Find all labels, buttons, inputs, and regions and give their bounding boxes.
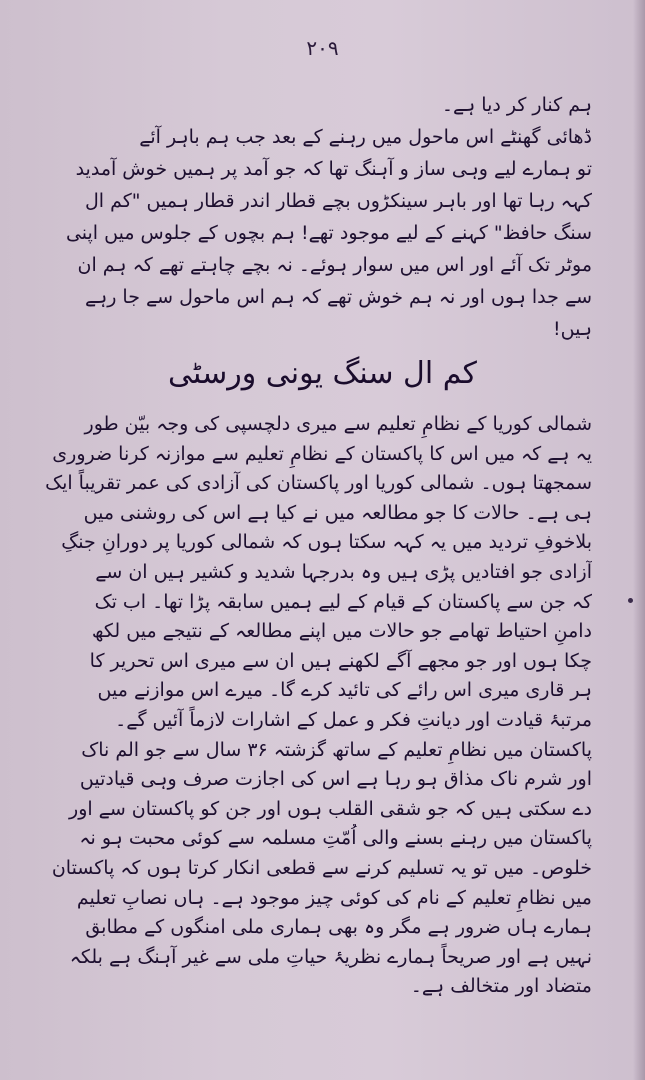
- text-line: ہیں!: [553, 318, 592, 340]
- section-heading: کم ال سنگ یونی ورسٹی: [168, 356, 477, 391]
- text-line: کہ جن سے پاکستان کے قیام کے لیے ہمیں سابقہ پڑا تھا۔ اب تک: [94, 590, 592, 613]
- text-line: دے سکتی ہیں کہ جو شقی القلب ہوں اور جن کو پاکستان سے اور: [69, 797, 592, 820]
- margin-mark: [628, 598, 633, 603]
- text-line: ہر قاری میری اس رائے کی تائید کرے گا۔ میرے اس موازنے میں: [97, 679, 592, 702]
- text-line: سنگ حافظ" کہنے کے لیے موجود تھے! ہم بچوں کے جلوس میں اپنی: [65, 222, 592, 244]
- text-line: پاکستان میں رہنے بسنے والی اُمّتِ مسلمہ سے کوئی محبت ہو نہ: [79, 827, 592, 850]
- text-line: آزادی جو افتادیں پڑی ہیں وہ بدرجہا شدید و کشیر ہیں ان سے: [95, 560, 592, 583]
- text-line: میں نظامِ تعلیم کے نام کی کوئی چیز موجود ہے۔ ہاں نصابِ تعلیم: [76, 886, 592, 909]
- text-line: خلوص۔ میں تو یہ تسلیم کرنے سے قطعی انکار کرتا ہوں کہ پاکستان: [51, 856, 592, 879]
- text-line: اور شرم ناک مذاق ہو رہا ہے اس کی اجازت صرف وہی قیادتیں: [79, 768, 592, 791]
- text-line: دامنِ احتیاط تھامے جو حالات میں اپنے مطالعہ کے نتیجے میں لکھ: [91, 620, 592, 643]
- text-line: ہمارے ہاں ضرور ہے مگر وہ بھی ہماری ملی امنگوں کے مطابق: [85, 916, 592, 939]
- text-line: پاکستان میں نظامِ تعلیم کے ساتھ گزشتہ ۳۶ سال سے جو الم ناک: [81, 738, 592, 761]
- text-line: ہی ہے۔ حالات کا جو مطالعہ میں نے کیا ہے اس کی روشنی میں: [83, 501, 592, 524]
- text-line: موٹر تک آئے اور اس میں سوار ہوئے۔ نہ بچے چاہتے تھے کہ ہم ان: [77, 254, 592, 276]
- page-number: ۲۰۹: [306, 36, 339, 60]
- text-line: ڈھائی گھنٹے اس ماحول میں رہنے کے بعد جب ہم باہر آئے: [139, 126, 592, 148]
- text-line: ہم کنار کر دیا ہے۔: [441, 94, 592, 116]
- top-paragraph: [44, 90, 592, 346]
- text-line: شمالی کوریا کے نظامِ تعلیم سے میری دلچسپی کی وجہ بیّن طور: [84, 413, 592, 435]
- text-line: بلاخوفِ تردید میں یہ کہہ سکتا ہوں کہ شمالی کوریا پر دورانِ جنگِ: [61, 531, 592, 554]
- text-line: یہ ہے کہ میں اس کا پاکستان کے نظامِ تعلیم سے موازنہ کرنا ضروری: [52, 442, 592, 465]
- text-line: سمجھتا ہوں۔ شمالی کوریا اور پاکستان کی آزادی کی عمر تقریباً ایک: [45, 472, 592, 495]
- page-edge-shadow: [633, 0, 645, 1080]
- text-line: چکا ہوں اور جو مجھے آگے لکھنے ہیں ان سے میری اس تحریر کا: [89, 649, 592, 672]
- text-line: سے جدا ہوں اور نہ ہم خوش تھے کہ ہم اس ماحول سے جا رہے: [84, 286, 592, 308]
- text-line: نہیں ہے اور صریحاً ہمارے نظریۂ حیاتِ ملی سے غیر آہنگ ہے بلکہ: [69, 945, 592, 968]
- text-line: مرتبۂ قیادت اور دیانتِ فکر و عمل کے اشارات لازماً آئیں گے۔: [115, 708, 592, 731]
- text-line: کہہ رہا تھا اور باہر سینکڑوں بچے قطار اندر قطار ہمیں "کم ال: [84, 190, 592, 212]
- text-line: متضاد اور متخالف ہے۔: [410, 975, 592, 998]
- body-paragraph: [44, 410, 592, 1002]
- text-line: تو ہمارے لیے وہی ساز و آہنگ تھا کہ جو آمد پر ہمیں خوش آمدید: [75, 158, 592, 180]
